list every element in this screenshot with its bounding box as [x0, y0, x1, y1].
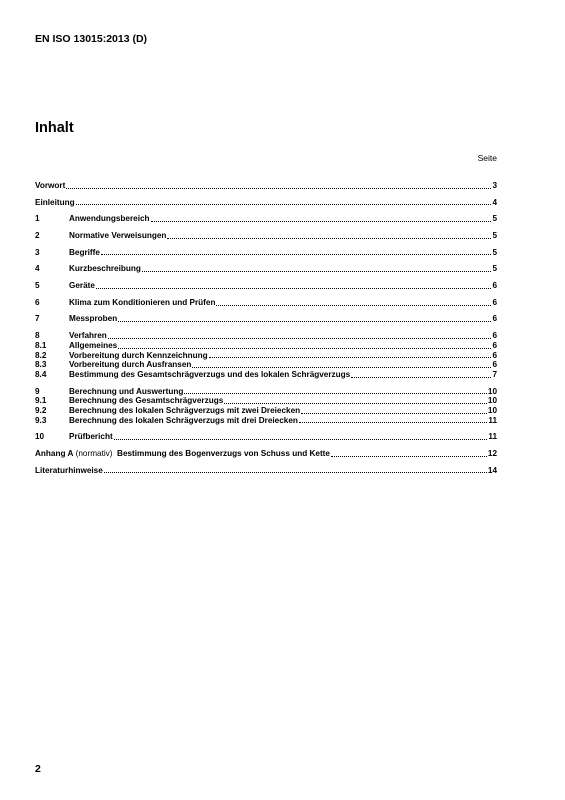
toc-entry-label: Verfahren [69, 331, 107, 341]
toc-entry-label: Anhang A (normativ) Bestimmung des Bogenverzugs von Schuss und Kette [35, 449, 330, 459]
toc-entry-label: Berechnung des Gesamtschrägverzugs [69, 396, 224, 406]
toc-entry[interactable] [35, 198, 497, 208]
toc-entry-page: 10 [487, 396, 497, 406]
toc-entry-number: 8.3 [35, 360, 47, 370]
toc-spacer [35, 257, 497, 264]
toc-entry-page: 5 [492, 264, 497, 274]
toc-entry-label: Vorbereitung durch Kennzeichnung [69, 350, 208, 360]
dot-leader [184, 393, 487, 394]
toc-entry[interactable] [35, 449, 497, 459]
toc-entry-label: Kurzbeschreibung [69, 264, 141, 274]
toc-entry-page: 6 [492, 350, 497, 360]
toc-entry-label: Begriffe [69, 247, 100, 257]
toc-entry-number: 9.3 [35, 415, 47, 425]
toc-entry[interactable] [35, 387, 497, 397]
dot-leader [331, 456, 487, 457]
page-number: 2 [35, 763, 41, 775]
toc-entry-label: Literaturhinweise [35, 465, 103, 475]
toc-entry-label: Messproben [69, 314, 118, 324]
dot-leader [301, 413, 487, 414]
dot-leader [101, 254, 492, 255]
toc-entry-label: Berechnung des lokalen Schrägverzugs mit zwei Dreiecken [69, 405, 301, 415]
page-column-label: Seite [477, 153, 497, 163]
toc-entry[interactable] [35, 231, 497, 241]
dot-leader [299, 422, 487, 423]
toc-entry-number: 8.1 [35, 340, 47, 350]
toc-entry[interactable] [35, 370, 497, 380]
dot-leader [209, 357, 492, 358]
toc-entry-label: Klima zum Konditionieren und Prüfen [69, 297, 216, 307]
toc-entry-number: 3 [35, 247, 40, 257]
dot-leader [142, 271, 492, 272]
toc-entry-page: 7 [492, 369, 497, 379]
toc-entry-label: Allgemeines [69, 340, 118, 350]
toc-spacer [35, 291, 497, 298]
toc-entry-label: Prüfbericht [69, 432, 113, 442]
toc-entry-label: Anwendungsbereich [69, 214, 150, 224]
toc-entry-number: 10 [35, 432, 45, 442]
toc-entry[interactable] [35, 331, 497, 341]
toc-entry-label-rest: Bestimmung des Bogenverzugs von Schuss und Kette [112, 449, 330, 459]
toc-entry-page: 11 [488, 432, 497, 442]
toc-entry-number: 5 [35, 281, 40, 291]
toc-spacer [35, 274, 497, 281]
toc-entry-page: 6 [492, 360, 497, 370]
toc-entry-page: 10 [487, 386, 497, 396]
toc-entry[interactable] [35, 214, 497, 224]
toc-entry-label: Vorwort [35, 180, 66, 190]
toc-entry-number: 9 [35, 386, 40, 396]
toc-entry-page: 11 [488, 415, 497, 425]
toc-entry[interactable] [35, 466, 497, 476]
document-id: EN ISO 13015:2013 (D) [35, 33, 148, 45]
toc-entry-number: 8.4 [35, 369, 47, 379]
dot-leader [104, 472, 487, 473]
dot-leader [118, 348, 491, 349]
toc-entry-number: 4 [35, 264, 40, 274]
toc-entry-number: 9.2 [35, 405, 47, 415]
toc-entry-number: 8 [35, 331, 40, 341]
toc-entry-page: 6 [492, 340, 497, 350]
toc-entry[interactable] [35, 396, 497, 406]
toc-entry-label: Bestimmung des Gesamtschrägverzugs und des lokalen Schrägverzugs [69, 369, 351, 379]
toc-spacer [35, 425, 497, 432]
toc-entry[interactable] [35, 432, 497, 442]
toc-entry-label: Einleitung [35, 197, 75, 207]
toc-entry-page: 4 [492, 197, 497, 207]
dot-leader [216, 305, 491, 306]
toc-entry-page: 5 [492, 214, 497, 224]
dot-leader [96, 288, 491, 289]
toc-spacer [35, 207, 497, 214]
dot-leader [66, 188, 491, 189]
dot-leader [108, 338, 492, 339]
toc-entry[interactable] [35, 406, 497, 416]
toc-entry-page: 5 [492, 231, 497, 241]
dot-leader [151, 221, 492, 222]
table-of-contents [35, 181, 497, 475]
dot-leader [114, 439, 488, 440]
toc-spacer [35, 442, 497, 449]
toc-entry[interactable] [35, 181, 497, 191]
toc-spacer [35, 459, 497, 466]
toc-entry-page: 12 [487, 449, 497, 459]
dot-leader [118, 321, 491, 322]
toc-entry-page: 5 [492, 247, 497, 257]
dot-leader [167, 238, 491, 239]
toc-entry-page: 10 [487, 405, 497, 415]
toc-entry-page: 6 [492, 331, 497, 341]
toc-spacer [35, 224, 497, 231]
toc-entry[interactable] [35, 298, 497, 308]
toc-entry-page: 6 [492, 297, 497, 307]
toc-entry-number: 8.2 [35, 350, 47, 360]
toc-entry[interactable] [35, 315, 497, 325]
toc-entry-note: (normativ) [73, 449, 113, 459]
toc-spacer [35, 324, 497, 331]
toc-entry-label: Geräte [69, 281, 95, 291]
toc-entry[interactable] [35, 416, 497, 426]
toc-entry[interactable] [35, 351, 497, 361]
toc-entry-label: Berechnung des lokalen Schrägverzugs mit drei Dreiecken [69, 415, 298, 425]
toc-entry-number: 6 [35, 297, 40, 307]
toc-title: Inhalt [35, 120, 74, 136]
toc-entry-label: Normative Verweisungen [69, 231, 167, 241]
toc-entry[interactable] [35, 264, 497, 274]
toc-entry-number: 1 [35, 214, 40, 224]
toc-entry-number: 9.1 [35, 396, 47, 406]
toc-spacer [35, 191, 497, 198]
toc-entry-page: 3 [492, 180, 497, 190]
toc-entry-label: Berechnung und Auswertung [69, 386, 184, 396]
toc-entry-label: Vorbereitung durch Ausfransen [69, 360, 192, 370]
toc-entry[interactable] [35, 281, 497, 291]
dot-leader [192, 367, 491, 368]
toc-entry-page: 6 [492, 281, 497, 291]
toc-entry[interactable] [35, 248, 497, 258]
toc-spacer [35, 241, 497, 248]
toc-entry[interactable] [35, 360, 497, 370]
toc-entry-number: 2 [35, 231, 40, 241]
toc-entry-page: 6 [492, 314, 497, 324]
toc-entry-number: 7 [35, 314, 40, 324]
toc-spacer [35, 380, 497, 387]
dot-leader [351, 377, 491, 378]
toc-spacer [35, 308, 497, 315]
toc-entry[interactable] [35, 341, 497, 351]
dot-leader [224, 403, 487, 404]
dot-leader [76, 204, 492, 205]
toc-entry-page: 14 [487, 465, 497, 475]
